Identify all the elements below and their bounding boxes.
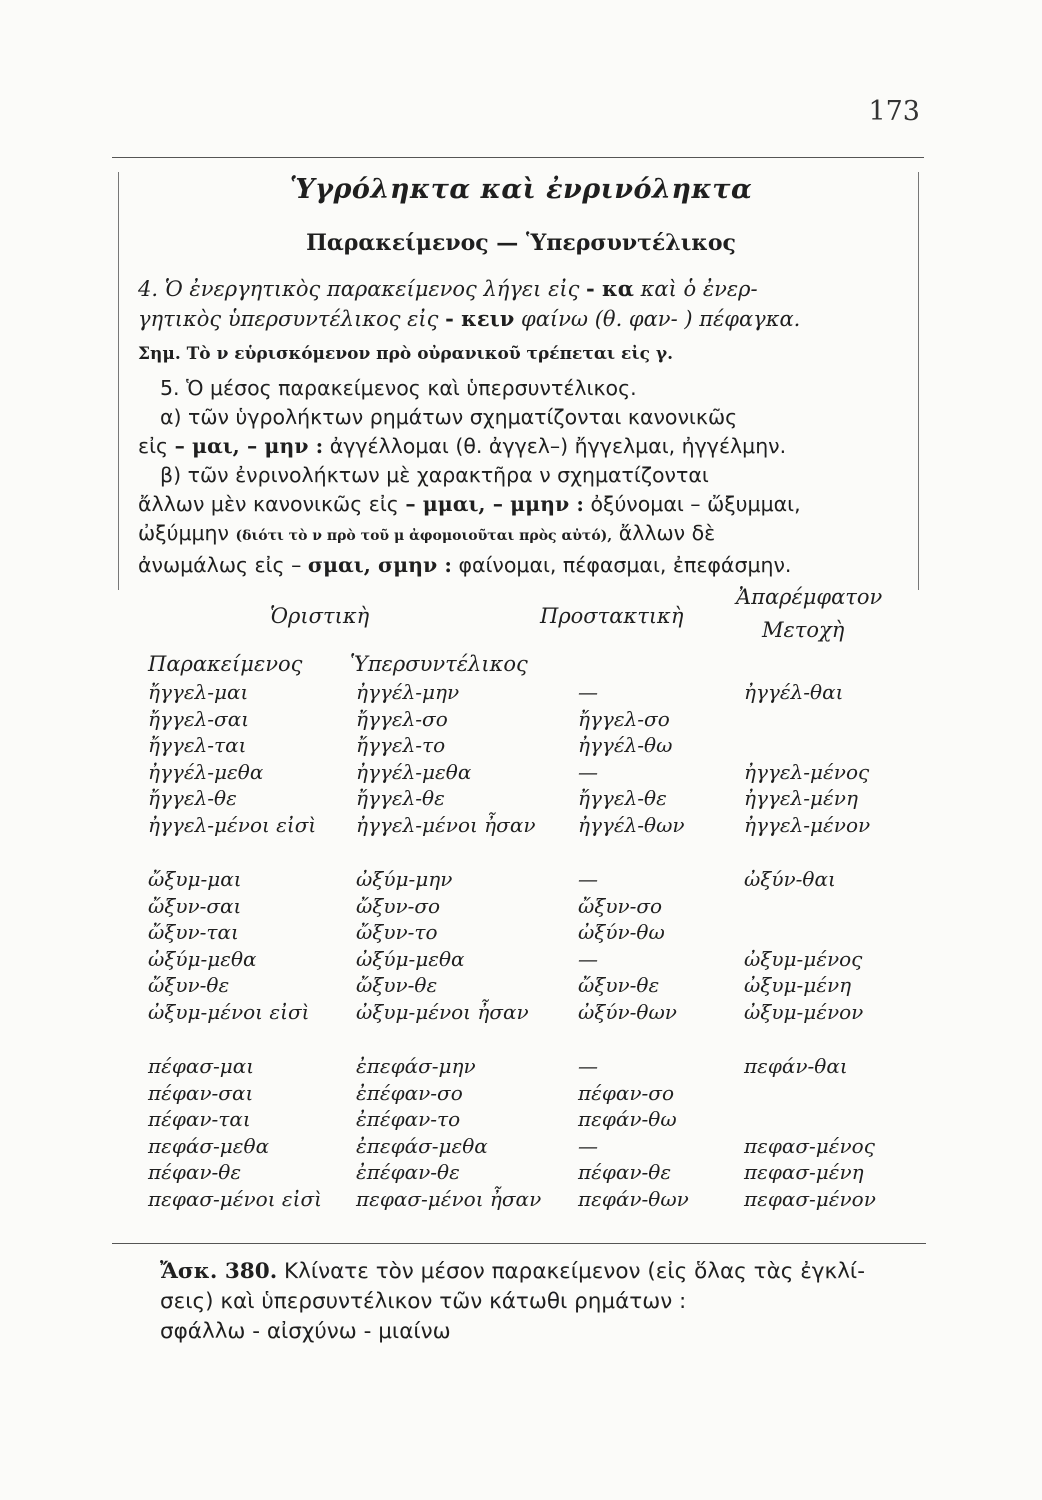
table-cell: — bbox=[578, 759, 598, 784]
table-cell: ἐπέφαν-θε bbox=[356, 1160, 460, 1184]
table-cell: — bbox=[578, 1133, 598, 1158]
rule-4: 4. Ὁ ἐνεργητικὸς παρακείμενος λήγει εἰς - κα καὶ ὁ ἐνερ- γητικὸς ὑπερσυντέλικος εἰς - κειν φαίνω (θ. φαν- ) πέφαγκα. bbox=[138, 276, 801, 331]
table-cell: ὤξυμ-μαι bbox=[148, 867, 242, 891]
header-imperative: Προστακτικὴ bbox=[540, 604, 684, 628]
table-cell: ὠξύμ-μην bbox=[356, 867, 453, 891]
table-cell: πέφαν-θε bbox=[148, 1160, 242, 1184]
table-cell: ἠγγέλ-θω bbox=[578, 733, 673, 757]
table-cell: ὠξυμ-μένον bbox=[744, 999, 864, 1024]
table-cell: ἠγγελ-μένοι ἦσαν bbox=[356, 812, 536, 837]
table-cell: ὠξυμ-μένοι ἦσαν bbox=[356, 999, 529, 1024]
table-cell: πεφασ-μένη bbox=[744, 1160, 864, 1184]
group-gap bbox=[148, 1026, 908, 1054]
table-cell: ἤγγελ-σο bbox=[578, 706, 670, 731]
table-cell: ἠγγελ-μένος bbox=[744, 759, 870, 784]
table-cell: ἤγγελ-θε bbox=[578, 786, 667, 810]
table-row bbox=[148, 973, 908, 1000]
bottom-rule bbox=[112, 1243, 926, 1244]
table-cell: ὤξυν-θε bbox=[148, 973, 230, 997]
table-cell: ἤγγελ-σαι bbox=[148, 706, 250, 731]
table-row bbox=[148, 707, 908, 734]
table-cell: ὠξυμ-μένος bbox=[744, 946, 863, 971]
table-cell: πεφασ-μένοι ἦσαν bbox=[356, 1186, 542, 1211]
table-row bbox=[148, 1000, 908, 1027]
table-row bbox=[148, 920, 908, 947]
table-cell: ἤγγελ-μαι bbox=[148, 680, 249, 704]
table-cell: — bbox=[578, 680, 598, 704]
header-pluperfect: Ὑπερσυντέλικος bbox=[350, 652, 528, 676]
rule-5: 5. Ὁ μέσος παρακείμενος καὶ ὑπερσυντέλικος. α) τῶν ὑγρολήκτων ρημάτων σχηματίζονται κανονικῶς εἰς – μαι, – μην : ἀγγέλλομαι (θ. ἀγγελ–) ἤγγελμαι, ἠγγέλμην. β) τῶν ἐνρινολήκτων μὲ χαρακτῆρα ν σχηματίζονται ἄλλων μὲν κανονικῶς εἰς – μμαι, – μμην : ὀξύνομαι – ὤξυμμαι, ὠξύμμην (διότι τὸ ν πρὸ τοῦ μ ἀφομοιοῦται πρὸς αὐτό), ἄλλων δὲ ἀνωμάλως εἰς – σμαι, σμην : φαίνομαι, πέφασμαι, ἐπεφάσμην. bbox=[138, 376, 801, 577]
table-cell: πέφαν-σο bbox=[578, 1080, 674, 1105]
table-cell: ἐπέφαν-το bbox=[356, 1107, 461, 1131]
table-row bbox=[148, 1134, 908, 1161]
table-cell: πεφάν-θαι bbox=[744, 1054, 848, 1078]
table-row bbox=[148, 1107, 908, 1134]
table-cell: ὤξυν-ται bbox=[148, 920, 239, 944]
table-cell: ὠξύν-θων bbox=[578, 999, 677, 1024]
table-row bbox=[148, 1160, 908, 1187]
header-infinitive: Ἀπαρέμφατον bbox=[736, 585, 883, 609]
table-cell: ἐπέφαν-σο bbox=[356, 1080, 463, 1105]
table-cell: πέφαν-σαι bbox=[148, 1080, 254, 1105]
table-cell: ὤξυν-θε bbox=[578, 973, 660, 997]
table-cell: ἠγγελ-μένοι εἰσὶ bbox=[148, 812, 317, 837]
table-cell: ἠγγελ-μένη bbox=[744, 786, 858, 810]
table-cell: ὠξύν-θω bbox=[578, 920, 665, 944]
table-cell: πεφάν-θω bbox=[578, 1107, 677, 1131]
header-indicative: Ὁριστικὴ bbox=[270, 604, 370, 628]
table-cell: πεφασ-μένοι εἰσὶ bbox=[148, 1186, 322, 1211]
table-cell: ἤγγελ-ται bbox=[148, 733, 247, 757]
table-row bbox=[148, 760, 908, 787]
table-row bbox=[148, 867, 908, 894]
table-cell: ἠγγέλ-μεθα bbox=[356, 759, 472, 784]
table-cell: — bbox=[578, 946, 598, 971]
group-gap bbox=[148, 839, 908, 867]
table-cell: ἤγγελ-σο bbox=[356, 706, 448, 731]
table-cell: ἠγγελ-μένον bbox=[744, 812, 871, 837]
header-participle: Μετοχὴ bbox=[762, 618, 845, 642]
page-number: 173 bbox=[868, 96, 920, 127]
section-title: Ὑγρόληκτα καὶ ἐνρινόληκτα bbox=[289, 174, 753, 205]
table-cell: ἐπεφάσ-μεθα bbox=[356, 1133, 488, 1158]
table-cell: ἤγγελ-θε bbox=[356, 786, 445, 810]
table-row bbox=[148, 733, 908, 760]
table-cell: ὤξυν-σο bbox=[578, 893, 663, 918]
table-cell: ἠγγέλ-θαι bbox=[744, 680, 844, 704]
table-row bbox=[148, 1054, 908, 1081]
table-cell: πεφάν-θων bbox=[578, 1186, 689, 1211]
table-cell: ὤξυν-το bbox=[356, 920, 438, 944]
table-cell: πεφάσ-μεθα bbox=[148, 1133, 270, 1158]
table-cell: πέφαν-ται bbox=[148, 1107, 251, 1131]
table-row bbox=[148, 894, 908, 921]
conjugation-table bbox=[148, 680, 908, 1213]
table-cell: ἤγγελ-θε bbox=[148, 786, 237, 810]
table-cell: ἠγγέλ-μην bbox=[356, 680, 460, 704]
table-row bbox=[148, 680, 908, 707]
table-cell: ἠγγέλ-θων bbox=[578, 812, 685, 837]
table-row bbox=[148, 1187, 908, 1214]
top-rule bbox=[112, 157, 924, 158]
table-cell: — bbox=[578, 1054, 598, 1078]
section-subtitle: Παρακείμενος — Ὑπερσυντέλικος bbox=[306, 230, 736, 256]
header-perfect: Παρακείμενος bbox=[148, 652, 303, 676]
table-cell: πεφασ-μένον bbox=[744, 1186, 876, 1211]
table-row bbox=[148, 947, 908, 974]
table-cell: ὤξυν-σο bbox=[356, 893, 441, 918]
table-cell: ἠγγέλ-μεθα bbox=[148, 759, 264, 784]
table-cell: ὠξυμ-μένη bbox=[744, 973, 852, 997]
table-cell: πέφαν-θε bbox=[578, 1160, 672, 1184]
table-cell: πεφασ-μένος bbox=[744, 1133, 875, 1158]
table-cell: ὤξυν-θε bbox=[356, 973, 438, 997]
table-cell: ἐπεφάσ-μην bbox=[356, 1054, 476, 1078]
table-cell: ἤγγελ-το bbox=[356, 733, 446, 757]
note: Σημ. Τὸ ν εὑρισκόμενον πρὸ οὐρανικοῦ τρέπεται εἰς γ. bbox=[138, 344, 674, 364]
exercise: Ἄσκ. 380. Κλίνατε τὸν μέσον παρακείμενον (εἰς ὅλας τὰς ἐγκλί- σεις) καὶ ὑπερσυντέλικον τῶν κάτωθι ρημάτων : σφάλλω - αἰσχύνω - μιαίνω bbox=[160, 1259, 865, 1344]
table-cell: ὠξυμ-μένοι εἰσὶ bbox=[148, 999, 310, 1024]
table-cell: ὠξύμ-μεθα bbox=[148, 946, 257, 971]
table-cell: — bbox=[578, 867, 598, 891]
table-row bbox=[148, 813, 908, 840]
table-cell: ὠξύν-θαι bbox=[744, 867, 836, 891]
table-row bbox=[148, 1081, 908, 1108]
table-cell: ὠξύμ-μεθα bbox=[356, 946, 465, 971]
table-row bbox=[148, 786, 908, 813]
table-cell: ὤξυν-σαι bbox=[148, 893, 242, 918]
table-cell: πέφασ-μαι bbox=[148, 1054, 255, 1078]
